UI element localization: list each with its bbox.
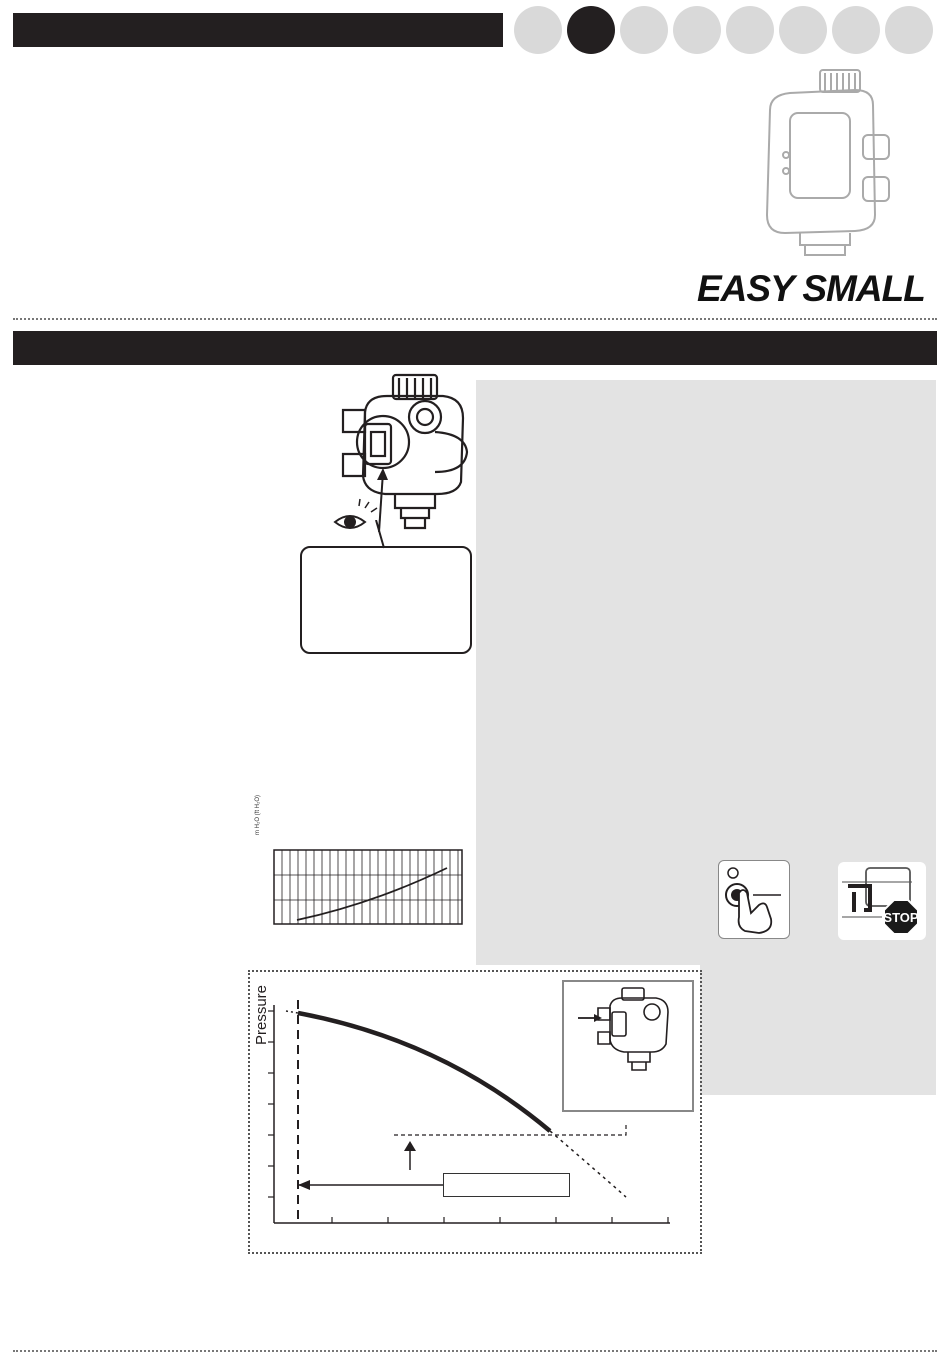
product-illustration	[755, 65, 895, 265]
brand-logo: EASY SMALL	[697, 268, 925, 309]
label-box	[443, 1173, 570, 1197]
graph-unit-label	[252, 790, 268, 835]
press-button-icon	[719, 861, 789, 938]
separator	[13, 318, 937, 320]
inset-device-icon	[564, 982, 692, 1110]
nav-dot-7[interactable]	[832, 6, 880, 54]
nav-dot-4[interactable]	[673, 6, 721, 54]
stop-sign-label: STOP	[883, 910, 919, 925]
nav-dot-2[interactable]	[567, 6, 615, 54]
button-illustration	[718, 860, 790, 939]
unit-text: m H₂O (ft H₂O)	[255, 795, 261, 835]
stop-illustration	[838, 862, 926, 940]
nav-dot-8[interactable]	[885, 6, 933, 54]
pressure-text: Pressure	[253, 984, 270, 1045]
bottom-separator	[13, 1350, 937, 1352]
info-panel-extension	[700, 965, 936, 1095]
nav-dot-3[interactable]	[620, 6, 668, 54]
nav-dot-6[interactable]	[779, 6, 827, 54]
section-band	[13, 331, 937, 365]
nav-dot-5[interactable]	[726, 6, 774, 54]
nav-dot-1[interactable]	[514, 6, 562, 54]
stop-valve-icon	[838, 862, 926, 940]
header-bar	[13, 13, 503, 47]
display-callout	[300, 546, 472, 654]
performance-graph	[262, 842, 467, 927]
callout-pointer	[370, 520, 400, 550]
device-diagram	[325, 372, 485, 552]
inset-device	[562, 980, 694, 1112]
